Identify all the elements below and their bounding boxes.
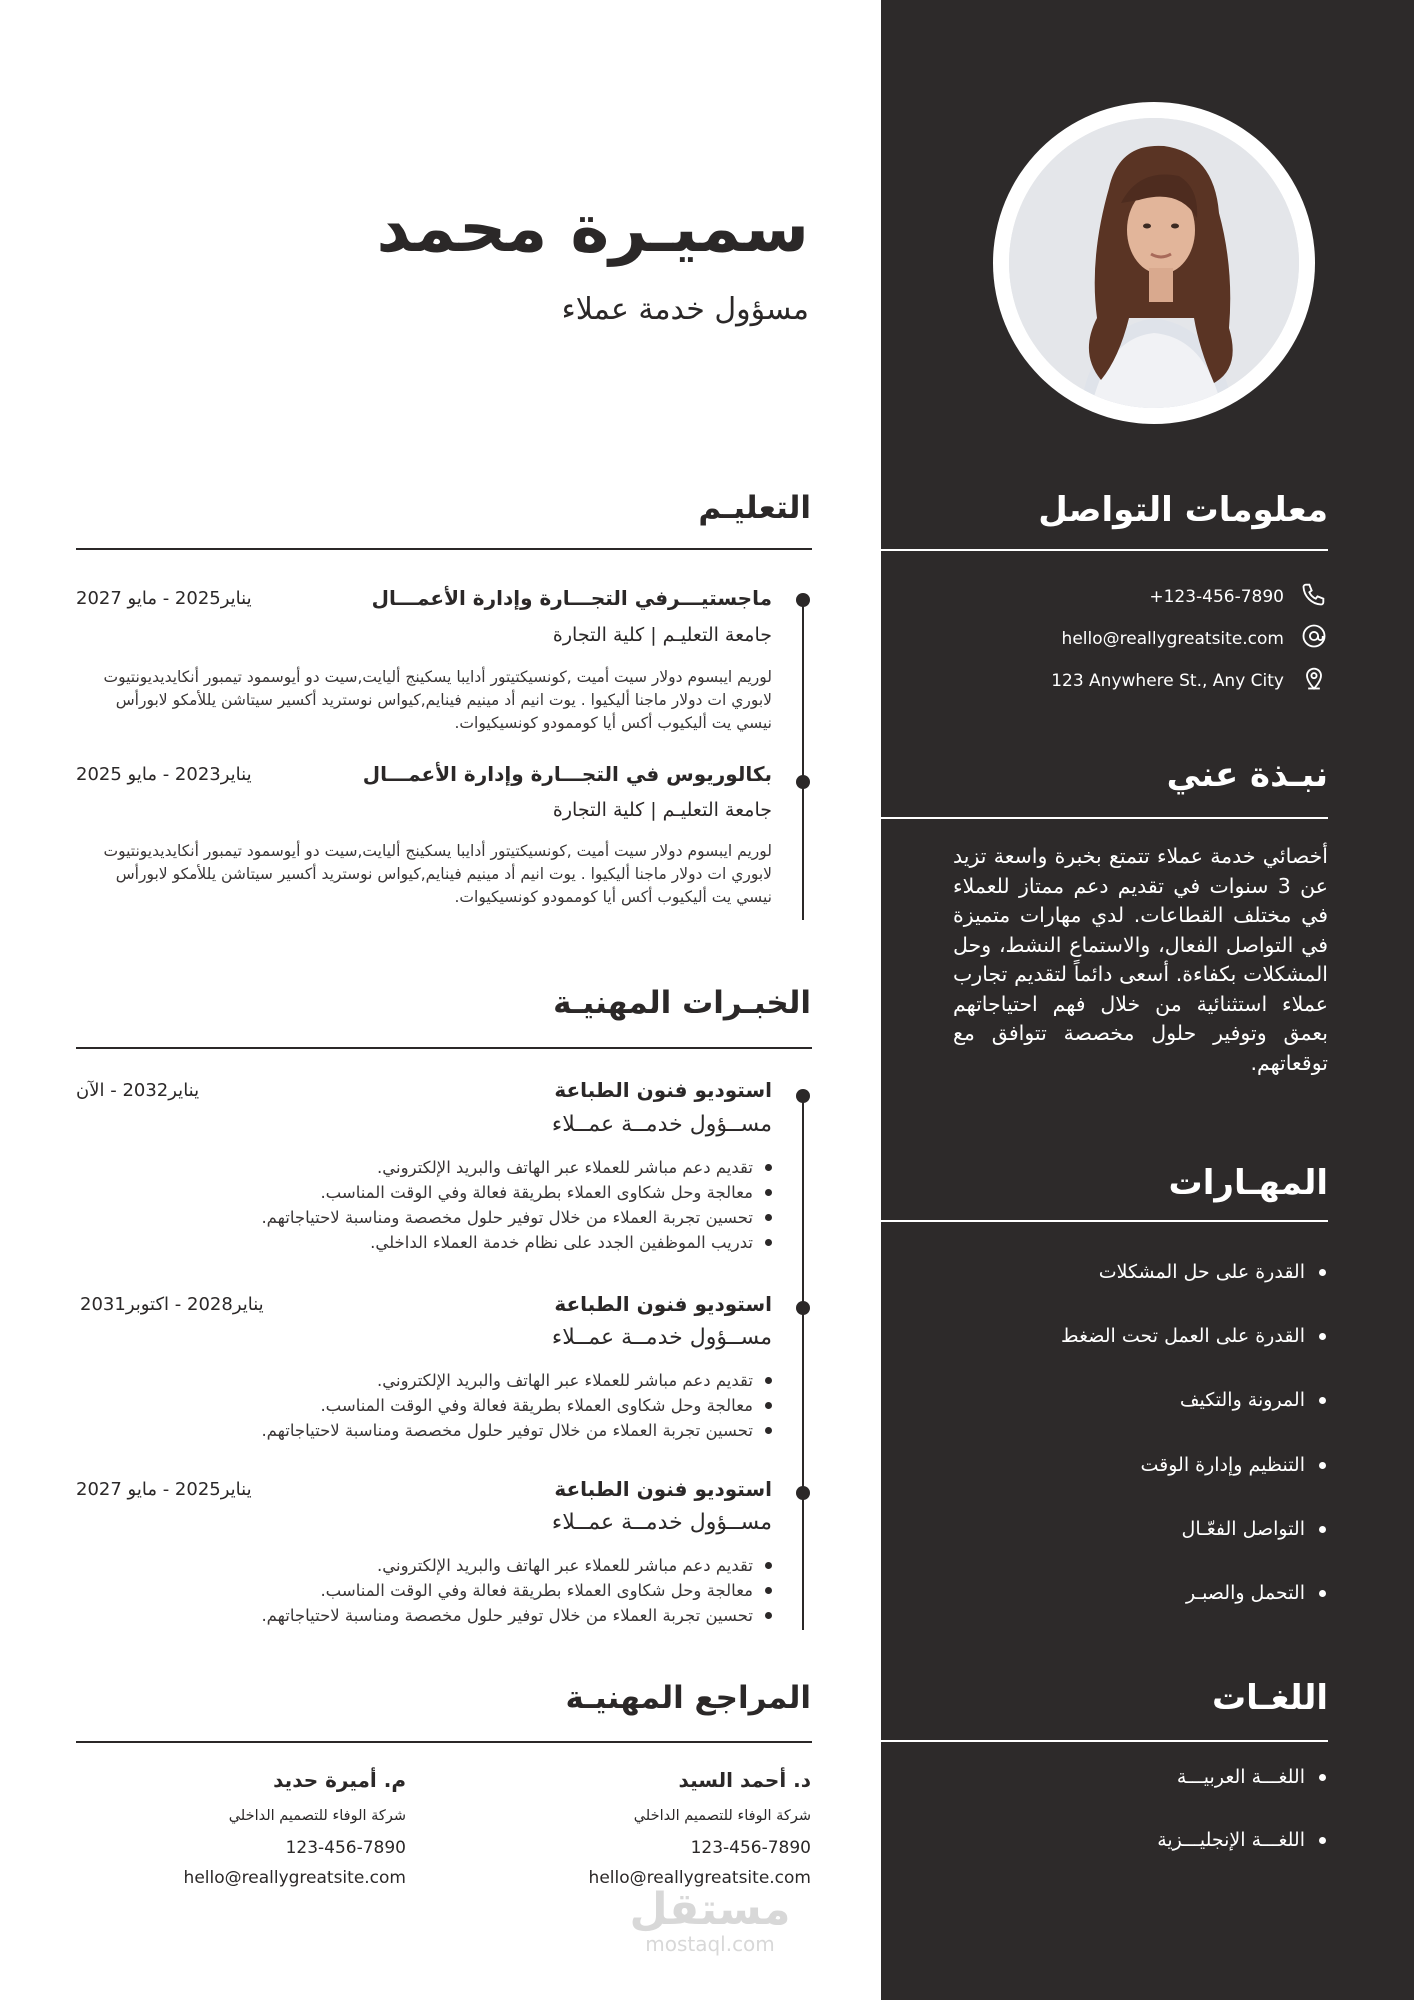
about-heading: نبـذة عني (1166, 755, 1328, 795)
bullet-text: تحسين تجربة العملاء من خلال توفير حلول مخصصة ومناسبة لاحتياجاتهم. (261, 1208, 753, 1227)
skills-divider (881, 1220, 1328, 1222)
contact-phone[interactable] (1149, 580, 1328, 613)
list-item (261, 1553, 772, 1578)
reference-company: شركة الوفاء للتصميم الداخلي (228, 1808, 406, 1824)
skill-label: التنظيم وإدارة الوقت (1140, 1454, 1305, 1476)
skill-item (1186, 1582, 1326, 1604)
skill-label: القدرة على العمل تحت الضغط (1061, 1325, 1305, 1347)
experience-timeline (802, 1094, 804, 1630)
experience-bullets (261, 1368, 772, 1443)
skill-item (1061, 1325, 1326, 1347)
education-description: لوريم ايبسوم دولار سيت أميت ,كونسيكتيتور أدايبا يسكينج أليايت,سيت دو أيوسمود تيمبور أنكايديديونتيوت لابوري ات دولار ماجنا أليكيوا . يوت انيم أد مينيم فينايم,كيواس نوستريد أكسير سيتاشن يللأمكو لابورأس نيسي يت أليكيوب أكس أيا كوممودو كونسيكيوات. (103, 842, 772, 906)
timeline-dot (796, 593, 810, 607)
bullet-dot (1319, 1837, 1326, 1844)
experience-bullets (261, 1553, 772, 1628)
contact-email-text: hello@reallygreatsite.com (1061, 628, 1284, 649)
language-item (1177, 1766, 1326, 1788)
watermark-arabic: مستقل (629, 1884, 791, 1935)
bullet-text: تقديم دعم مباشر للعملاء عبر الهاتف والبريد الإلكتروني. (377, 1158, 753, 1177)
skill-item (1182, 1518, 1326, 1540)
references-heading: المراجع المهنيـة (565, 1680, 811, 1716)
bullet-dot (765, 1612, 772, 1619)
education-description: لوريم ايبسوم دولار سيت أميت ,كونسيكتيتور أدايبا يسكينج أليايت,سيت دو أيوسمود تيمبور أنكايديديونتيوت لابوري ات دولار ماجنا أليكيوا . يوت انيم أد مينيم فينايم,كيواس نوستريد أكسير سيتاشن يللأمكو لابورأس نيسي يت أليكيوب أكس أيا كوممودو كونسيكيوات. (103, 668, 772, 732)
reference-card (589, 1768, 811, 1888)
reference-card (184, 1768, 406, 1888)
bullet-dot (765, 1427, 772, 1434)
bullet-text: معالجة وحل شكاوى العملاء بطريقة فعالة وفي الوقت المناسب. (320, 1581, 753, 1600)
reference-phone: 123-456-7890 (285, 1838, 406, 1858)
experience-role: مســؤول خدمــة عمــلاء (551, 1112, 772, 1137)
languages-divider (881, 1740, 1328, 1742)
bullet-dot (765, 1239, 772, 1246)
contact-heading: معلومات التواصل (1038, 490, 1328, 530)
bullet-dot (765, 1402, 772, 1409)
experience-company: استوديو فنون الطباعة (554, 1292, 772, 1316)
skill-label: التحمل والصبـر (1186, 1582, 1305, 1604)
skill-label: القدرة على حل المشكلات (1098, 1261, 1305, 1283)
list-item (261, 1418, 772, 1443)
list-item (261, 1368, 772, 1393)
contact-address[interactable] (1051, 664, 1328, 697)
profile-photo (993, 102, 1315, 424)
bullet-dot (765, 1189, 772, 1196)
bullet-dot (1319, 1333, 1326, 1340)
reference-company: شركة الوفاء للتصميم الداخلي (633, 1808, 811, 1824)
list-item (261, 1230, 772, 1255)
list-item (261, 1180, 772, 1205)
list-item (261, 1205, 772, 1230)
location-pin-icon (1300, 664, 1328, 697)
bullet-text: تدريب الموظفين الجدد على نظام خدمة العملاء الداخلي. (370, 1233, 753, 1252)
contact-email[interactable] (1062, 622, 1328, 655)
reference-name: د. أحمد السيد (678, 1768, 811, 1792)
bullet-dot (1319, 1774, 1326, 1781)
language-label: اللغـــة الإنجليـــزية (1157, 1829, 1305, 1851)
watermark (620, 1884, 800, 1956)
bullet-dot (765, 1214, 772, 1221)
education-degree: بكالوريوس في التجـــارة وإدارة الأعمـــال (362, 762, 772, 786)
timeline-dot (796, 1486, 810, 1500)
reference-name: م. أميرة حديد (273, 1768, 406, 1792)
list-item (261, 1393, 772, 1418)
experience-date: يناير2025 - مايو 2027 (76, 1479, 252, 1500)
bullet-text: تحسين تجربة العملاء من خلال توفير حلول مخصصة ومناسبة لاحتياجاتهم. (261, 1606, 753, 1625)
education-timeline (802, 600, 804, 920)
bullet-dot (1319, 1462, 1326, 1469)
experience-role: مســؤول خدمــة عمــلاء (551, 1325, 772, 1350)
timeline-dot (796, 1089, 810, 1103)
references-divider (76, 1741, 812, 1743)
education-date: يناير2025 - مايو 2027 (76, 588, 252, 609)
skill-item (1099, 1261, 1326, 1283)
bullet-text: تحسين تجربة العملاء من خلال توفير حلول مخصصة ومناسبة لاحتياجاتهم. (261, 1421, 753, 1440)
experience-company: استوديو فنون الطباعة (554, 1477, 772, 1501)
education-heading: التعليـم (698, 490, 811, 526)
about-divider (881, 817, 1328, 819)
experience-date: يناير2028 - اكتوبر2031 (80, 1294, 264, 1315)
experience-company: استوديو فنون الطباعة (554, 1078, 772, 1102)
contact-divider (881, 549, 1328, 551)
candidate-name: سميـرة محمد (376, 190, 809, 267)
bullet-dot (765, 1164, 772, 1171)
contact-address-text: 123 Anywhere St., Any City (1051, 670, 1284, 691)
bullet-dot (1319, 1590, 1326, 1597)
education-date: يناير2023 - مايو 2025 (76, 764, 252, 785)
list-item (261, 1603, 772, 1628)
bullet-dot (1319, 1269, 1326, 1276)
contact-phone-text: +123-456-7890 (1149, 586, 1284, 607)
bullet-dot (765, 1562, 772, 1569)
experience-bullets (261, 1155, 772, 1255)
education-school: جامعة التعليـم | كلية التجارة (552, 799, 772, 821)
reference-email[interactable]: hello@reallygreatsite.com (183, 1868, 406, 1888)
language-label: اللغـــة العربيـــة (1176, 1766, 1305, 1788)
skill-item (1140, 1454, 1326, 1476)
experience-date: يناير2032 - الآن (76, 1080, 200, 1101)
bullet-dot (1319, 1397, 1326, 1404)
list-item (261, 1578, 772, 1603)
bullet-text: معالجة وحل شكاوى العملاء بطريقة فعالة وفي الوقت المناسب. (320, 1183, 753, 1202)
bullet-dot (765, 1377, 772, 1384)
bullet-dot (765, 1587, 772, 1594)
experience-divider (76, 1047, 812, 1049)
reference-email[interactable]: hello@reallygreatsite.com (588, 1868, 811, 1888)
education-degree: ماجستيـــرفي التجـــارة وإدارة الأعمـــال (371, 586, 772, 610)
list-item (261, 1155, 772, 1180)
bullet-text: معالجة وحل شكاوى العملاء بطريقة فعالة وفي الوقت المناسب. (320, 1396, 753, 1415)
skill-label: التواصل الفعّـال (1181, 1518, 1305, 1540)
education-school: جامعة التعليـم | كلية التجارة (552, 624, 772, 646)
profile-photo-image (1009, 118, 1299, 408)
timeline-dot (796, 1301, 810, 1315)
bullet-text: تقديم دعم مباشر للعملاء عبر الهاتف والبريد الإلكتروني. (377, 1556, 753, 1575)
about-text: أخصائي خدمة عملاء تتمتع بخبرة واسعة تزيد عن 3 سنوات في تقديم دعم ممتاز للعملاء في مختلف القطاعات. لدي مهارات متميزة في التواصل الفعال، والاستماع النشط، وحل المشكلات بكفاءة. أسعى دائماً لتقديم تجارب عملاء استثنائية من خلال فهم احتياجاتهم بعمق وتوفير حلول مخصصة تتوافق مع توقعاتهم. (953, 844, 1328, 1075)
skills-heading: المهـارات (1168, 1163, 1328, 1203)
timeline-dot (796, 775, 810, 789)
phone-icon (1300, 580, 1328, 613)
reference-phone: 123-456-7890 (690, 1838, 811, 1858)
at-icon (1300, 622, 1328, 655)
candidate-title: مسؤول خدمة عملاء (561, 292, 809, 327)
bullet-dot (1319, 1526, 1326, 1533)
skill-item (1180, 1389, 1326, 1411)
experience-heading: الخبـرات المهنيـة (553, 985, 811, 1021)
experience-role: مســؤول خدمــة عمــلاء (551, 1510, 772, 1535)
education-divider (76, 548, 812, 550)
portrait-illustration (1009, 118, 1299, 408)
languages-heading: اللغـات (1211, 1678, 1328, 1718)
watermark-latin: mostaql.com (645, 1932, 775, 1956)
language-item (1157, 1829, 1326, 1851)
bullet-text: تقديم دعم مباشر للعملاء عبر الهاتف والبريد الإلكتروني. (377, 1371, 753, 1390)
skill-label: المرونة والتكيف (1179, 1389, 1305, 1411)
